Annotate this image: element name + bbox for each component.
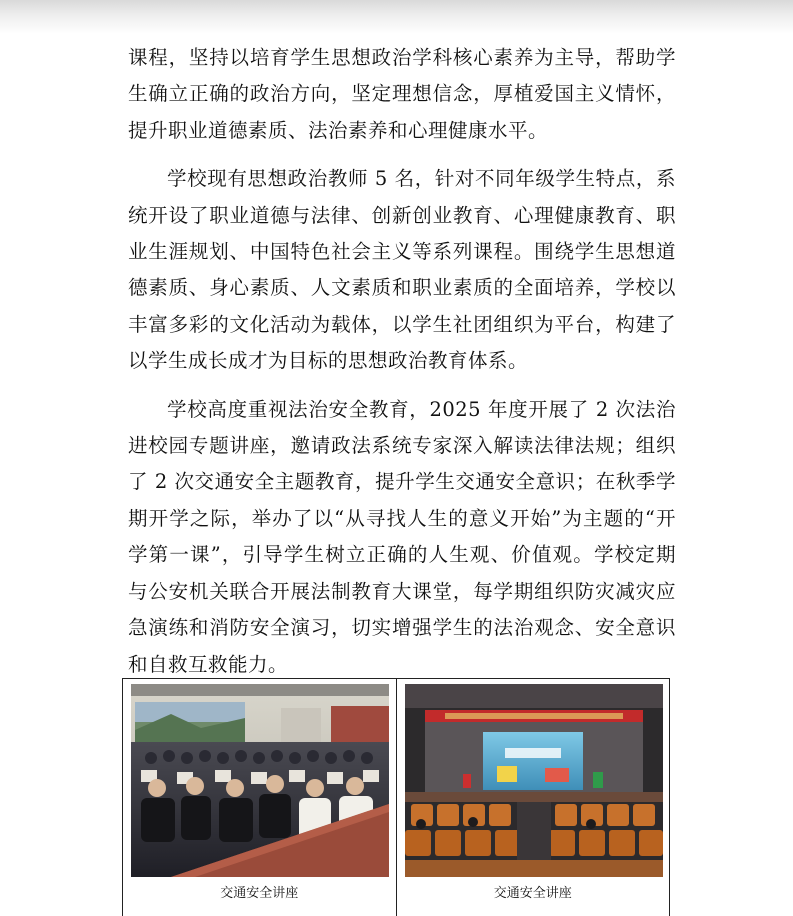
document-body	[128, 40, 676, 695]
photo-cell-stage	[396, 679, 670, 916]
lecture-hall-photo	[131, 684, 389, 877]
photo-caption: 交通安全讲座	[493, 886, 572, 901]
photo-caption: 交通安全讲座	[220, 886, 299, 901]
paragraph-continuation: 课程，坚持以培育学生思想政治学科核心素养为主导，帮助学生确立正确的政治方向，坚定理想信念，厚植爱国主义情怀，提升职业道德素质、法治素养和心理健康水平。	[128, 46, 676, 142]
paragraph-teachers-courses: 学校现有思想政治教师 5 名，针对不同年级学生特点，系统开设了职业道德与法律、创新创业教育、心理健康教育、职业生涯规划、中国特色社会主义等系列课程。围绕学生思想道德素质、身心素质、人文素质和职业素质的全面培养，学校以丰富多彩的文化活动为载体，以学生社团组织为平台，构建了以学生成长成才为目标的思想政治教育体系。	[128, 167, 676, 373]
scan-top-shadow	[0, 0, 793, 34]
photo-table	[122, 678, 670, 916]
traffic-safety-stage-photo	[405, 684, 663, 877]
photo-cell-lecture-hall	[123, 679, 396, 916]
paragraph-legal-safety: 学校高度重视法治安全教育，2025 年度开展了 2 次法治进校园专题讲座，邀请政法系统专家深入解读法律法规；组织了 2 次交通安全主题教育，提升学生交通安全意识；在秋季学期开学之际，举办了以“从寻找人生的意义开始”为主题的“开学第一课”，引导学生树立正确的人生观、价值观。学校定期与公安机关联合开展法制教育大课堂，每学期组织防灾减灾应急演练和消防安全演习，切实增强学生的法治观念、安全意识和自救互救能力。	[128, 397, 676, 676]
